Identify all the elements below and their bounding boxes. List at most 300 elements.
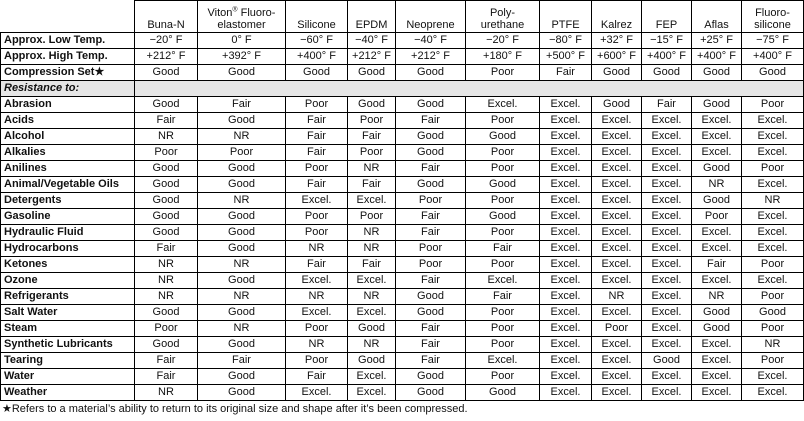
table-cell: Poor — [286, 321, 348, 337]
table-cell: NR — [286, 289, 348, 305]
table-cell: Poor — [742, 289, 804, 305]
table-cell: NR — [135, 385, 198, 401]
table-cell: Excel. — [692, 369, 742, 385]
table-row — [1, 305, 804, 321]
table-cell: Fair — [135, 113, 198, 129]
row-label: Anilines — [1, 161, 135, 177]
table-cell: −20° F — [466, 33, 540, 49]
row-label: Hydrocarbons — [1, 241, 135, 257]
table-cell: Excel. — [592, 305, 642, 321]
table-cell: Good — [135, 305, 198, 321]
row-label: Hydraulic Fluid — [1, 225, 135, 241]
table-row — [1, 49, 804, 65]
table-cell: Excel. — [692, 385, 742, 401]
table-cell: Excel. — [466, 353, 540, 369]
row-label: Gasoline — [1, 209, 135, 225]
table-row — [1, 337, 804, 353]
row-label: Weather — [1, 385, 135, 401]
table-cell: Poor — [286, 353, 348, 369]
table-cell: Excel. — [540, 289, 592, 305]
column-header-epdm: EPDM — [348, 1, 396, 33]
table-cell: Excel. — [742, 225, 804, 241]
table-cell: Excel. — [592, 337, 642, 353]
table-cell: Excel. — [540, 241, 592, 257]
table-cell: Excel. — [642, 273, 692, 289]
table-cell: +400° F — [692, 49, 742, 65]
table-cell: Excel. — [742, 241, 804, 257]
table-row — [1, 289, 804, 305]
table-cell: Fair — [396, 337, 466, 353]
table-cell: Good — [198, 273, 286, 289]
table-cell: Good — [198, 305, 286, 321]
table-cell: Excel. — [642, 177, 692, 193]
row-label: Salt Water — [1, 305, 135, 321]
table-row — [1, 129, 804, 145]
table-cell: Good — [198, 209, 286, 225]
table-cell: Excel. — [540, 305, 592, 321]
table-cell: Good — [396, 385, 466, 401]
table-cell: +600° F — [592, 49, 642, 65]
table-row — [1, 161, 804, 177]
row-label: Detergents — [1, 193, 135, 209]
row-label: Water — [1, 369, 135, 385]
table-cell: Poor — [348, 145, 396, 161]
table-cell: Excel. — [642, 145, 692, 161]
table-cell: Good — [466, 385, 540, 401]
table-cell: Good — [692, 97, 742, 113]
table-cell: Poor — [135, 145, 198, 161]
column-header-buna-n: Buna-N — [135, 1, 198, 33]
table-cell: NR — [742, 193, 804, 209]
table-cell: Poor — [742, 97, 804, 113]
table-cell: +212° F — [348, 49, 396, 65]
table-cell: Poor — [466, 369, 540, 385]
table-cell: Poor — [592, 321, 642, 337]
row-label: Abrasion — [1, 97, 135, 113]
table-cell: Excel. — [592, 145, 642, 161]
table-cell: Good — [466, 209, 540, 225]
table-cell: Good — [642, 65, 692, 81]
column-header-silicone: Silicone — [286, 1, 348, 33]
row-label: Compression Set★ — [1, 65, 135, 81]
table-cell: Poor — [198, 145, 286, 161]
table-cell: Fair — [396, 209, 466, 225]
table-cell: Excel. — [742, 273, 804, 289]
table-cell: Excel. — [592, 385, 642, 401]
table-cell: +212° F — [396, 49, 466, 65]
table-cell: Good — [396, 145, 466, 161]
table-cell: Poor — [466, 161, 540, 177]
table-cell: Excel. — [592, 177, 642, 193]
table-cell: Fair — [396, 113, 466, 129]
table-cell: Poor — [286, 161, 348, 177]
column-header-neoprene: Neoprene — [396, 1, 466, 33]
table-cell: Poor — [466, 337, 540, 353]
table-cell: Good — [286, 65, 348, 81]
table-cell: Excel. — [286, 385, 348, 401]
table-cell: Excel. — [348, 273, 396, 289]
table-cell: Good — [692, 305, 742, 321]
table-cell: Excel. — [642, 241, 692, 257]
table-cell: Excel. — [348, 305, 396, 321]
table-cell: Poor — [742, 321, 804, 337]
row-label: Refrigerants — [1, 289, 135, 305]
table-cell: −40° F — [348, 33, 396, 49]
row-label: Alcohol — [1, 129, 135, 145]
table-cell: Good — [396, 289, 466, 305]
table-cell: Excel. — [742, 369, 804, 385]
table-cell: 0° F — [198, 33, 286, 49]
table-cell: Poor — [135, 321, 198, 337]
table-cell: Excel. — [592, 369, 642, 385]
table-cell: Excel. — [540, 209, 592, 225]
table-cell: NR — [348, 289, 396, 305]
table-cell: +400° F — [742, 49, 804, 65]
table-cell: Poor — [466, 113, 540, 129]
table-cell: Excel. — [348, 369, 396, 385]
table-cell: Good — [692, 321, 742, 337]
table-cell: Excel. — [642, 289, 692, 305]
table-cell: Excel. — [592, 257, 642, 273]
table-cell: Excel. — [592, 353, 642, 369]
table-cell: Good — [396, 97, 466, 113]
table-cell: Poor — [286, 97, 348, 113]
table-cell: Excel. — [540, 385, 592, 401]
table-cell: Excel. — [692, 225, 742, 241]
table-cell: Fair — [692, 257, 742, 273]
column-header-kalrez: Kalrez — [592, 1, 642, 33]
table-cell: Good — [642, 353, 692, 369]
table-cell: Good — [348, 65, 396, 81]
table-cell: +500° F — [540, 49, 592, 65]
table-cell: Poor — [286, 209, 348, 225]
table-cell: Fair — [198, 97, 286, 113]
table-cell: Excel. — [540, 113, 592, 129]
table-cell: Good — [396, 65, 466, 81]
table-cell: +392° F — [198, 49, 286, 65]
table-cell: Poor — [742, 353, 804, 369]
table-row — [1, 113, 804, 129]
table-row — [1, 177, 804, 193]
table-cell: Excel. — [642, 161, 692, 177]
table-cell: +32° F — [592, 33, 642, 49]
table-cell: NR — [198, 193, 286, 209]
section-row — [1, 81, 804, 97]
table-row — [1, 353, 804, 369]
table-cell: Excel. — [642, 113, 692, 129]
row-label: Ozone — [1, 273, 135, 289]
table-cell: Excel. — [540, 193, 592, 209]
table-cell: Excel. — [692, 241, 742, 257]
table-cell: Excel. — [592, 273, 642, 289]
row-label: Approx. Low Temp. — [1, 33, 135, 49]
row-label: Approx. High Temp. — [1, 49, 135, 65]
column-header-aflas: Aflas — [692, 1, 742, 33]
table-cell: Excel. — [692, 129, 742, 145]
table-cell: Excel. — [466, 97, 540, 113]
table-cell: Fair — [466, 241, 540, 257]
table-cell: NR — [198, 321, 286, 337]
table-cell: Excel. — [742, 177, 804, 193]
table-cell: −40° F — [396, 33, 466, 49]
table-cell: Excel. — [642, 129, 692, 145]
table-cell: Excel. — [592, 161, 642, 177]
section-row-fill — [135, 81, 804, 97]
table-row — [1, 369, 804, 385]
table-cell: Excel. — [592, 129, 642, 145]
table-cell: NR — [198, 129, 286, 145]
table-cell: Excel. — [540, 337, 592, 353]
table-cell: Fair — [198, 353, 286, 369]
table-cell: Good — [198, 369, 286, 385]
table-cell: Excel. — [642, 369, 692, 385]
table-row — [1, 225, 804, 241]
table-cell: Excel. — [642, 209, 692, 225]
table-cell: +400° F — [642, 49, 692, 65]
header-corner — [1, 1, 135, 33]
column-header-ptfe: PTFE — [540, 1, 592, 33]
table-cell: Excel. — [692, 145, 742, 161]
table-cell: NR — [348, 241, 396, 257]
table-cell: Fair — [286, 129, 348, 145]
table-cell: Good — [135, 97, 198, 113]
table-cell: Excel. — [592, 209, 642, 225]
table-cell: Good — [592, 65, 642, 81]
table-cell: Fair — [348, 257, 396, 273]
table-cell: NR — [742, 337, 804, 353]
table-row — [1, 241, 804, 257]
table-cell: Poor — [466, 193, 540, 209]
table-cell: Poor — [692, 209, 742, 225]
table-cell: Good — [198, 385, 286, 401]
table-cell: Excel. — [540, 257, 592, 273]
table-cell: Good — [396, 129, 466, 145]
table-cell: Good — [396, 305, 466, 321]
table-cell: −20° F — [135, 33, 198, 49]
table-cell: Poor — [466, 321, 540, 337]
table-cell: Excel. — [742, 129, 804, 145]
table-cell: +25° F — [692, 33, 742, 49]
table-cell: NR — [198, 257, 286, 273]
table-cell: NR — [692, 289, 742, 305]
table-cell: Good — [466, 129, 540, 145]
table-cell: Excel. — [540, 321, 592, 337]
table-cell: Excel. — [692, 273, 742, 289]
table-row — [1, 273, 804, 289]
table-cell: NR — [286, 241, 348, 257]
table-cell: Good — [198, 225, 286, 241]
table-cell: Excel. — [642, 225, 692, 241]
table-cell: Excel. — [742, 113, 804, 129]
table-cell: Excel. — [540, 97, 592, 113]
table-cell: Fair — [348, 129, 396, 145]
table-body — [1, 33, 804, 401]
table-cell: Poor — [396, 193, 466, 209]
table-cell: Good — [135, 225, 198, 241]
column-header-fep: FEP — [642, 1, 692, 33]
table-cell: Fair — [348, 177, 396, 193]
table-cell: NR — [135, 273, 198, 289]
table-cell: Excel. — [742, 209, 804, 225]
row-label: Alkalies — [1, 145, 135, 161]
table-cell: Fair — [286, 369, 348, 385]
table-cell: Excel. — [692, 113, 742, 129]
column-header-polyurethane: Poly- urethane — [466, 1, 540, 33]
table-cell: NR — [592, 289, 642, 305]
table-cell: Excel. — [592, 193, 642, 209]
table-row — [1, 65, 804, 81]
table-cell: NR — [286, 337, 348, 353]
table-cell: Excel. — [540, 177, 592, 193]
table-row — [1, 257, 804, 273]
table-cell: Excel. — [642, 193, 692, 209]
header-row — [1, 1, 804, 33]
table-cell: Good — [348, 353, 396, 369]
table-cell: Poor — [396, 241, 466, 257]
table-cell: Good — [466, 177, 540, 193]
table-cell: Excel. — [540, 145, 592, 161]
table-cell: Excel. — [540, 369, 592, 385]
table-cell: NR — [135, 129, 198, 145]
table-cell: Excel. — [742, 145, 804, 161]
table-cell: Good — [198, 177, 286, 193]
table-cell: NR — [348, 337, 396, 353]
table-row — [1, 193, 804, 209]
table-cell: Good — [198, 65, 286, 81]
table-cell: Good — [198, 241, 286, 257]
table-cell: Fair — [642, 97, 692, 113]
table-cell: Fair — [135, 241, 198, 257]
row-label: Animal/Vegetable Oils — [1, 177, 135, 193]
column-header-viton: Viton® Fluoro- elastomer — [198, 1, 286, 33]
table-cell: Good — [692, 161, 742, 177]
table-cell: +400° F — [286, 49, 348, 65]
table-cell: NR — [348, 225, 396, 241]
table-cell: Good — [348, 97, 396, 113]
table-cell: Good — [692, 193, 742, 209]
table-cell: NR — [198, 289, 286, 305]
table-cell: Excel. — [466, 273, 540, 289]
table-row — [1, 209, 804, 225]
table-cell: Good — [592, 97, 642, 113]
footnote: ★Refers to a material’s ability to return to its original size and shape after it’s been compressed. — [2, 403, 468, 415]
row-label: Synthetic Lubricants — [1, 337, 135, 353]
table-row — [1, 33, 804, 49]
table-cell: Good — [135, 337, 198, 353]
table-cell: −80° F — [540, 33, 592, 49]
table-cell: Poor — [466, 145, 540, 161]
table-cell: NR — [135, 257, 198, 273]
table-cell: Fair — [286, 145, 348, 161]
table-cell: Excel. — [692, 337, 742, 353]
table-cell: Excel. — [540, 353, 592, 369]
table-cell: Excel. — [540, 129, 592, 145]
table-cell: +212° F — [135, 49, 198, 65]
section-label: Resistance to: — [1, 81, 135, 97]
table-cell: Fair — [286, 257, 348, 273]
table-row — [1, 145, 804, 161]
table-cell: Fair — [396, 353, 466, 369]
table-cell: Excel. — [348, 193, 396, 209]
table-cell: Fair — [135, 369, 198, 385]
table-cell: Excel. — [592, 225, 642, 241]
table-cell: +180° F — [466, 49, 540, 65]
table-cell: Excel. — [286, 193, 348, 209]
table-cell: Good — [135, 177, 198, 193]
table-cell: Excel. — [540, 225, 592, 241]
table-cell: Fair — [135, 353, 198, 369]
table-cell: Poor — [466, 305, 540, 321]
table-cell: NR — [135, 289, 198, 305]
table-cell: Fair — [396, 273, 466, 289]
table-cell: Excel. — [742, 385, 804, 401]
table-cell: Excel. — [692, 353, 742, 369]
table-cell: NR — [348, 161, 396, 177]
table-cell: Excel. — [540, 161, 592, 177]
table-cell: Poor — [466, 257, 540, 273]
table-row — [1, 97, 804, 113]
table-cell: −75° F — [742, 33, 804, 49]
row-label: Tearing — [1, 353, 135, 369]
table-cell: Excel. — [642, 305, 692, 321]
row-label: Acids — [1, 113, 135, 129]
table-cell: Excel. — [286, 305, 348, 321]
table-cell: Fair — [396, 321, 466, 337]
table-cell: −15° F — [642, 33, 692, 49]
table-cell: Good — [348, 321, 396, 337]
row-label: Ketones — [1, 257, 135, 273]
table-cell: Poor — [742, 161, 804, 177]
table-cell: Good — [198, 113, 286, 129]
table-cell: Fair — [540, 65, 592, 81]
table-cell: Fair — [286, 177, 348, 193]
table-cell: Poor — [396, 257, 466, 273]
table-cell: Good — [742, 65, 804, 81]
table-cell: Good — [198, 161, 286, 177]
table-cell: Good — [135, 193, 198, 209]
table-cell: Excel. — [642, 257, 692, 273]
table-cell: Poor — [286, 225, 348, 241]
table-cell: Poor — [348, 209, 396, 225]
table-cell: Poor — [466, 225, 540, 241]
table-cell: Good — [135, 161, 198, 177]
table-cell: Excel. — [592, 241, 642, 257]
table-row — [1, 385, 804, 401]
table-cell: Poor — [466, 65, 540, 81]
table-cell: Excel. — [642, 337, 692, 353]
table-cell: Good — [396, 177, 466, 193]
table-cell: Poor — [742, 257, 804, 273]
row-label: Steam — [1, 321, 135, 337]
table-cell: Good — [692, 65, 742, 81]
table-cell: Poor — [348, 113, 396, 129]
table-cell: Excel. — [540, 273, 592, 289]
table-cell: Excel. — [592, 113, 642, 129]
table-cell: Good — [396, 369, 466, 385]
table-cell: Fair — [466, 289, 540, 305]
table-cell: Good — [742, 305, 804, 321]
table-cell: Excel. — [286, 273, 348, 289]
table-cell: Fair — [396, 161, 466, 177]
table-row — [1, 321, 804, 337]
table-cell: Good — [135, 209, 198, 225]
table-cell: −60° F — [286, 33, 348, 49]
table-cell: Fair — [396, 225, 466, 241]
table-cell: Good — [135, 65, 198, 81]
table-cell: Good — [198, 337, 286, 353]
table-cell: Excel. — [348, 385, 396, 401]
table-cell: Fair — [286, 113, 348, 129]
